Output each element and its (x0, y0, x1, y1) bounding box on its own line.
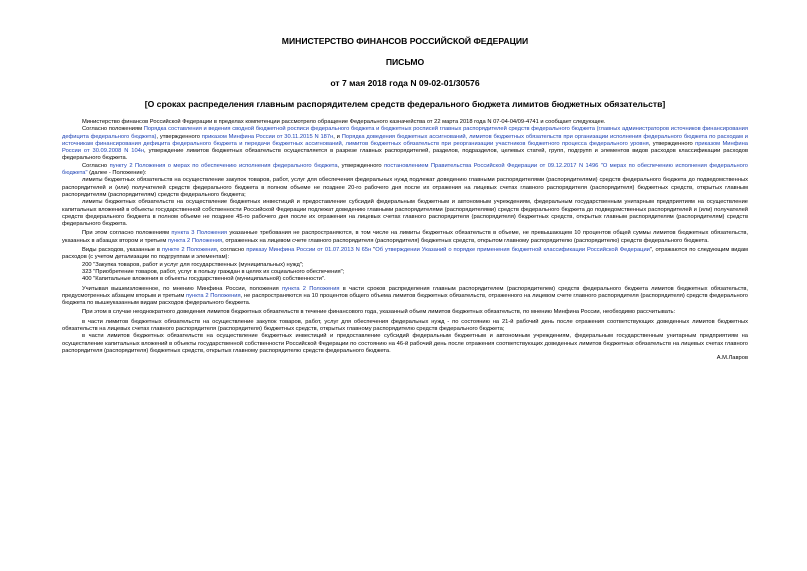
text-run: в части сроков распределения главным распорядителем (распорядителем) средств федерального бюджета лимитов бюджетных обязательств, предусмотренных абзацем вторым и третьим (62, 285, 748, 299)
paragraph-expense-types (62, 247, 748, 262)
link-allocation-procedure[interactable]: Порядка доведения бюджетных ассигнований, лимитов бюджетных обязательств при организации исполнения федерального бюджета по расходам и источникам финансирования дефицита федерального бюджета и передачи бюджетных ассигнований, лимитов бюджетных обязательств при реорганизации участников бюджетного процесса федерального уровня (62, 133, 748, 147)
link-classification-instructions[interactable]: Об утверждении Указаний о порядке применения бюджетной классификации Российской Федерации (375, 247, 650, 254)
signature: А.М.Лавров (716, 355, 748, 362)
link-regulation-item-2[interactable]: пункта 2 Положения (282, 285, 340, 292)
ministry-heading: МИНИСТЕРСТВО ФИНАНСОВ РОССИЙСКОЙ ФЕДЕРАЦИИ (281, 36, 529, 46)
document-page (62, 36, 748, 363)
text-run: Согласно положениям (82, 126, 144, 133)
text-run: , отраженных на лицевом счете главного распорядителя (распорядителя) бюджетных средств, открытом главному распорядителю (распорядителю) средств федерального бюджета. (222, 237, 709, 244)
paragraph-intro: Министерство финансов Российской Федерации в пределах компетенции рассмотрело обращение Федерального казначейства от 22 марта 2018 года N 07-04-04/09-4741 и сообщает следующее. (82, 119, 606, 125)
text-run: , не распространяются на 10 процентов общего объема лимитов бюджетных обязательств, отраженного на лицевом счете главного распорядителя (распорядителя) средств федерального бюджета по вышеуказанным видам расходов федерального бюджета. (62, 292, 748, 307)
document-subject: [О сроках распределения главным распорядителем средств федерального бюджета лимитов бюджетных обязательств] (144, 99, 666, 109)
document-body (62, 119, 748, 355)
text-run: " (371, 247, 376, 254)
text-run: , утверждение лимитов бюджетных обязательств осуществляется в разрезе главных распорядителей, разделов, подразделов, целевых статей, групп, подгрупп и элементов видов расходов классификации расходов федерального бюджета. (62, 148, 748, 162)
link-budget-schedule-procedure[interactable]: Порядка составления и ведения сводной бюджетной росписи федерального бюджета и бюджетных росписей главных распорядителей средств федерального бюджета (главных администраторов источников финансирования дефицита федерального бюджета) (62, 126, 748, 140)
paragraph-investment-calculation: в части лимитов бюджетных обязательств на осуществление бюджетных инвестиций и предоставление субсидий федеральным бюджетным и автономным учреждениям, федеральным государственным унитарным предприятиям на осуществление капитальных вложений в объекты государственной собственности Российской Федерации по состоянию на 46-й рабочий день после отражения соответствующих доведенных лимитов бюджетных обязательств на лицевых счетах главного распорядителя (распорядителя) бюджетных средств, открытых главному распорядителю средств федерального бюджета. (62, 333, 748, 354)
paragraph-calculation-note: При этом в случае неоднократного доведения лимитов бюджетных обязательств в течение финансового года, указанный объем лимитов бюджетных обязательств, по мнению Минфина России, необходимо рассчитывать: (82, 309, 676, 316)
text-run: , утвержденного (337, 162, 385, 169)
text-run: , и (333, 133, 342, 140)
paragraph-budget-procedures (62, 126, 748, 162)
link-regulation-item-2[interactable]: пункта 2 Положения (186, 292, 241, 299)
link-order-104n[interactable]: приказом Минфина России от 30.09.2008 N 104н (62, 140, 748, 155)
link-regulation-item-2[interactable]: пункта 2 Положения (167, 237, 223, 244)
paragraph-investment-limits: лимиты бюджетных обязательств на осуществление бюджетных инвестиций и предоставление субсидий федеральным бюджетным и автономным учреждениям, федеральным государственным унитарным предприятиям на осуществление капитальных вложений в объекты государственной собственности Российской Федерации подлежат доведению главными распорядителями (распорядителями) средств федерального бюджета до подведомственных распорядителей и (или) получателей средств федерального бюджета в полном объеме не позднее 45-го рабочего дня после их отражения на лицевых счетах главного распорядителя (распорядителя) бюджетных средств, открытых главным распорядителям (распорядителям) средств федерального бюджета. (62, 199, 748, 228)
link-regulation-item-2[interactable]: пункту 2 Положения о мерах по обеспечению исполнения федерального бюджета (109, 162, 338, 169)
link-order-65n[interactable]: приказу Минфина России от 01.07.2013 N 65н (246, 247, 372, 254)
list-item-expense-323: 323 "Приобретение товаров, работ, услуг в пользу граждан в целях их социального обеспечения"; (82, 268, 345, 275)
list-item-expense-200: 200 "Закупка товаров, работ и услуг для государственных (муниципальных) нужд"; (82, 261, 304, 268)
text-run: (далее - Положение): (87, 170, 147, 177)
text-run: , согласно (216, 247, 247, 254)
list-item-expense-400: 400 "Капитальные вложения в объекты государственной (муниципальной) собственности". (82, 276, 326, 283)
document-type: ПИСЬМО (385, 57, 425, 67)
link-order-187n[interactable]: приказом Минфина России от 30.11.2015 N 187н (201, 133, 334, 140)
text-run: , утвержденного (156, 133, 202, 140)
text-run: ", отражаются по следующим видам расходов (с учетом детализации по подгруппам и элементам): (62, 247, 748, 261)
text-run: Учитывая вышеизложенное, по мнению Минфина России, положения (82, 285, 283, 292)
paragraph-conclusion (62, 286, 748, 308)
text-run: Согласно (82, 162, 110, 169)
link-regulation-item-2[interactable]: пункте 2 Положения (161, 247, 217, 254)
paragraph-exemption (62, 230, 748, 245)
text-run: указанные требования не распространяются, в том числе на лимиты бюджетных обязательств в объеме, не превышающем 10 процентов общей суммы лимитов бюджетных обязательств, указанных в абзацах втором и третьем (62, 230, 748, 244)
paragraph-regulation-reference (62, 163, 748, 178)
text-run: , утвержденного (648, 140, 696, 147)
paragraph-procurement-calculation: в части лимитов бюджетных обязательств на осуществление закупок товаров, работ, услуг для обеспечения федеральных нужд - по состоянию на 21-й рабочий день после отражения соответствующих доведенных лимитов бюджетных обязательств на лицевых счетах главного распорядителя (распорядителя) бюджетных средств, открытых главному распорядителю средств федерального бюджета; (62, 318, 748, 333)
link-regulation-item-3[interactable]: пункта 3 Положения (171, 230, 228, 237)
paragraph-procurement-limits: лимиты бюджетных обязательств на осуществление закупок товаров, работ, услуг для обеспечения федеральных нужд подлежат доведению главными распорядителями (распорядителями) средств федерального бюджета до подведомственных распорядителей и (или) получателей средств федерального бюджета в полном объеме не позднее 20-го рабочего дня после их отражения на лицевых счетах главного распорядителя (распорядителя) бюджетных средств, открытых главным распорядителям (распорядителям) средств федерального бюджета; (62, 177, 748, 198)
link-resolution-1496[interactable]: постановлением Правительства Российской Федерации от 09.12.2017 N 1496 "О мерах по обеспечению исполнения федерального бюджета" (62, 162, 748, 177)
text-run: Виды расходов, указанные в (82, 247, 162, 254)
text-run: При этом согласно положениям (82, 230, 172, 237)
document-date-number: от 7 мая 2018 года N 09-02-01/30576 (330, 78, 480, 88)
